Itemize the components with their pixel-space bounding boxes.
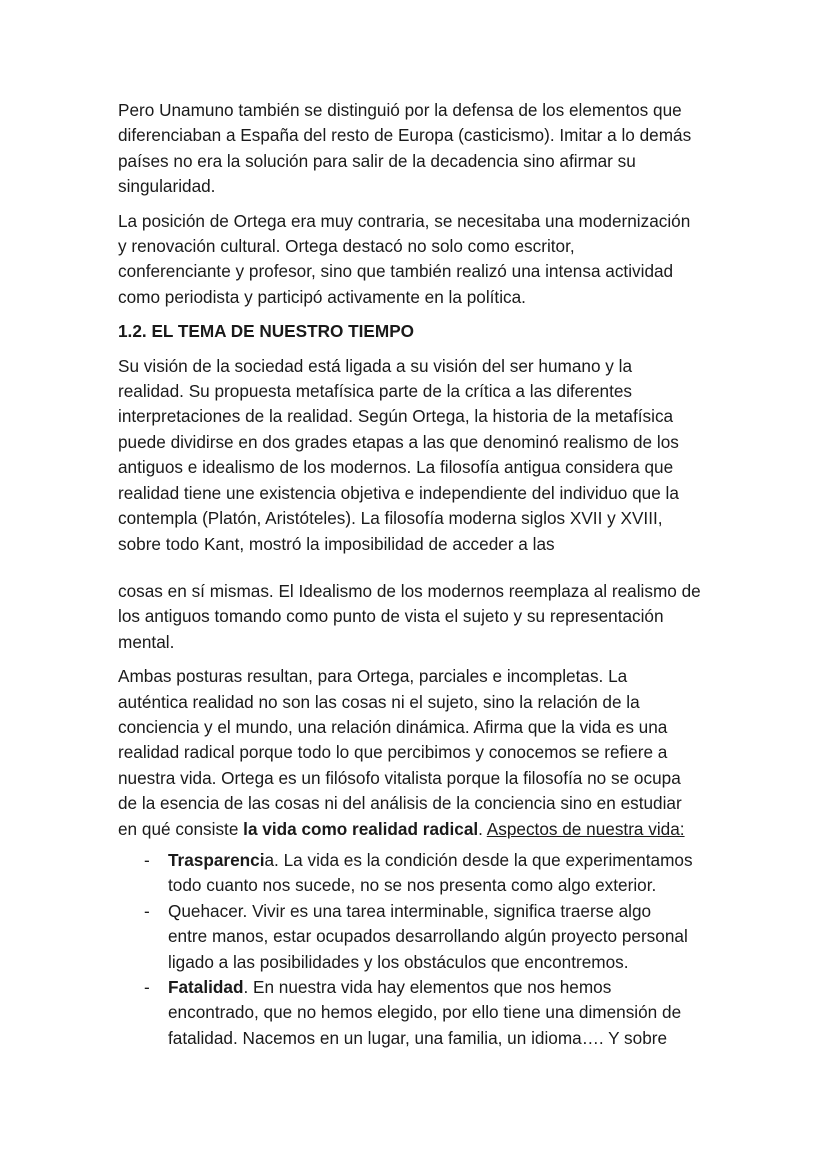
text-line: diferenciaban a España del resto de Europa (casticismo). Imitar a lo demás: [118, 125, 692, 146]
text-run: en qué consiste: [118, 818, 244, 839]
text-line: La posición de Ortega era muy contraria, se necesitaba una modernización: [118, 210, 691, 231]
text-line: fatalidad. Nacemos en un lugar, una familia, un idioma…. Y sobre: [168, 1027, 668, 1048]
paragraph-metaphysics: [118, 354, 718, 557]
page-break-gap: [118, 566, 718, 579]
text-line: puede dividirse en dos grades etapas a las que denominó realismo de los: [118, 431, 679, 452]
text-line: Ambas posturas resultan, para Ortega, parciales e incompletas. La: [118, 666, 628, 687]
text-line: auténtica realidad no son las cosas ni el sujeto, sino la relación de la: [118, 691, 640, 712]
text-line: encontrado, que no hemos elegido, por ello tiene una dimensión de: [168, 1002, 682, 1023]
emphasis-text: Trasparenci: [168, 849, 265, 870]
text-line: [168, 975, 718, 1000]
document-body: [118, 98, 718, 1051]
paragraph-radical-reality: [118, 664, 718, 842]
paragraph-idealism: [118, 579, 718, 655]
text-line: todo cuanto nos sucede, no se nos presenta como algo exterior.: [168, 875, 657, 896]
text-line: países no era la solución para salir de la decadencia sino afirmar su: [118, 150, 636, 171]
text-line: interpretaciones de la realidad. Según Ortega, la historia de la metafísica: [118, 406, 674, 427]
text-line: conciencia y el mundo, una relación dinámica. Afirma que la vida es una: [118, 716, 668, 737]
paragraph-unamuno: [118, 98, 718, 200]
text-line: ligado a las posibilidades y los obstáculos que encontremos.: [168, 951, 629, 972]
list-item: [118, 899, 718, 975]
emphasis-text: Fatalidad: [168, 977, 244, 997]
text-run: . En nuestra vida hay elementos que nos hemos: [243, 977, 612, 997]
text-line: y renovación cultural. Ortega destacó no solo como escritor,: [118, 236, 575, 257]
text-line: como periodista y participó activamente en la política.: [118, 286, 526, 307]
bullet-dash: -: [144, 900, 150, 921]
text-line: realidad tiene une existencia objetiva e independiente del individuo que la: [118, 482, 679, 503]
list-item: [118, 975, 718, 1051]
text-line: [168, 848, 718, 873]
text-line: conferenciante y profesor, sino que también realizó una intensa actividad: [118, 261, 674, 282]
text-line: realidad radical porque todo lo que percibimos y conocemos se refiere a: [118, 742, 668, 763]
text-run: .: [478, 818, 487, 839]
text-line: [118, 817, 718, 842]
text-line: los antiguos tomando como punto de vista el sujeto y su representación: [118, 606, 664, 627]
aspects-list: [118, 848, 718, 1051]
text-run: a. La vida es la condición desde la que experimentamos: [264, 849, 693, 870]
paragraph-ortega-position: [118, 209, 718, 311]
bullet-dash: -: [144, 849, 150, 870]
text-line: contempla (Platón, Aristóteles). La filosofía moderna siglos XVII y XVIII,: [118, 508, 663, 529]
text-line: de la esencia de las cosas ni del análisis de la conciencia sino en estudiar: [118, 793, 682, 814]
text-line: mental.: [118, 631, 175, 652]
list-item: [118, 848, 718, 899]
text-line: Su visión de la sociedad está ligada a su visión del ser humano y la: [118, 355, 633, 376]
text-line: singularidad.: [118, 176, 216, 197]
text-line: Quehacer. Vivir es una tarea interminable, significa traerse algo: [168, 900, 652, 921]
underlined-text: Aspectos de nuestra vida:: [486, 818, 685, 839]
text-line: realidad. Su propuesta metafísica parte de la crítica a las diferentes: [118, 381, 632, 402]
text-line: sobre todo Kant, mostró la imposibilidad de acceder a las: [118, 533, 555, 554]
text-line: antiguos e idealismo de los modernos. La filosofía antigua considera que: [118, 457, 674, 478]
bullet-dash: -: [144, 977, 150, 997]
section-heading: 1.2. EL TEMA DE NUESTRO TIEMPO: [118, 321, 415, 342]
emphasis-text: la vida como realidad radical: [243, 818, 479, 839]
text-line: Pero Unamuno también se distinguió por la defensa de los elementos que: [118, 100, 682, 120]
text-line: nuestra vida. Ortega es un filósofo vitalista porque la filosofía no se ocupa: [118, 767, 681, 788]
text-line: cosas en sí mismas. El Idealismo de los modernos reemplaza al realismo de: [118, 580, 701, 601]
text-line: entre manos, estar ocupados desarrollando algún proyecto personal: [168, 926, 688, 947]
